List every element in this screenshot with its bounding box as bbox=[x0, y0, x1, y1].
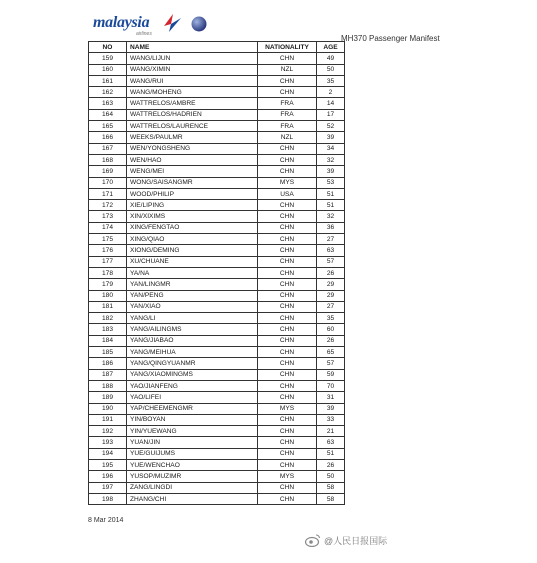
passenger-age: 57 bbox=[317, 358, 345, 369]
passenger-name: XIN/XIXIMS bbox=[127, 211, 258, 222]
passenger-name: YA/NA bbox=[127, 267, 258, 278]
airline-logo-text: malaysia bbox=[93, 14, 150, 31]
row-no: 189 bbox=[89, 392, 127, 403]
row-no: 167 bbox=[89, 143, 127, 154]
passenger-nationality: CHN bbox=[258, 493, 317, 504]
passenger-name: YIN/YUEWANG bbox=[127, 426, 258, 437]
table-row bbox=[89, 279, 345, 290]
passenger-nationality: CHN bbox=[258, 267, 317, 278]
passenger-nationality: NZL bbox=[258, 132, 317, 143]
passenger-nationality: CHN bbox=[258, 482, 317, 493]
row-no: 168 bbox=[89, 154, 127, 165]
passenger-nationality: CHN bbox=[258, 75, 317, 86]
passenger-name: XING/FENGTAO bbox=[127, 222, 258, 233]
passenger-name: YANG/JIABAO bbox=[127, 335, 258, 346]
table-row bbox=[89, 426, 345, 437]
passenger-age: 26 bbox=[317, 267, 345, 278]
passenger-nationality: CHN bbox=[258, 256, 317, 267]
passenger-name: YANG/MEIHUA bbox=[127, 347, 258, 358]
row-no: 196 bbox=[89, 471, 127, 482]
passenger-age: 50 bbox=[317, 471, 345, 482]
passenger-nationality: CHN bbox=[258, 279, 317, 290]
passenger-nationality: CHN bbox=[258, 358, 317, 369]
passenger-nationality: CHN bbox=[258, 437, 317, 448]
passenger-name: YANG/XIAOMINGMS bbox=[127, 369, 258, 380]
oneworld-globe-icon bbox=[191, 16, 207, 32]
passenger-age: 35 bbox=[317, 313, 345, 324]
table-row bbox=[89, 448, 345, 459]
passenger-nationality: NZL bbox=[258, 64, 317, 75]
passenger-name: YAO/JIANFENG bbox=[127, 380, 258, 391]
manifest-title: MH370 Passenger Manifest bbox=[341, 34, 440, 43]
passenger-nationality: CHN bbox=[258, 414, 317, 425]
table-row bbox=[89, 211, 345, 222]
passenger-name: YUE/GUIJUMS bbox=[127, 448, 258, 459]
row-no: 187 bbox=[89, 369, 127, 380]
row-no: 171 bbox=[89, 188, 127, 199]
passenger-nationality: FRA bbox=[258, 109, 317, 120]
passenger-name: WENG/MEI bbox=[127, 166, 258, 177]
passenger-name: ZHANG/CHI bbox=[127, 493, 258, 504]
passenger-age: 29 bbox=[317, 279, 345, 290]
passenger-age: 65 bbox=[317, 347, 345, 358]
passenger-nationality: CHN bbox=[258, 222, 317, 233]
row-no: 166 bbox=[89, 132, 127, 143]
table-row bbox=[89, 154, 345, 165]
row-no: 198 bbox=[89, 493, 127, 504]
table-row bbox=[89, 301, 345, 312]
row-no: 194 bbox=[89, 448, 127, 459]
passenger-name: YANG/AILINGMS bbox=[127, 324, 258, 335]
passenger-age: 60 bbox=[317, 324, 345, 335]
passenger-age: 17 bbox=[317, 109, 345, 120]
passenger-age: 63 bbox=[317, 245, 345, 256]
row-no: 197 bbox=[89, 482, 127, 493]
passenger-age: 31 bbox=[317, 392, 345, 403]
row-no: 173 bbox=[89, 211, 127, 222]
passenger-nationality: CHN bbox=[258, 335, 317, 346]
table-row bbox=[89, 324, 345, 335]
passenger-age: 52 bbox=[317, 121, 345, 132]
passenger-name: WANG/XIMIN bbox=[127, 64, 258, 75]
passenger-nationality: CHN bbox=[258, 380, 317, 391]
passenger-nationality: CHN bbox=[258, 313, 317, 324]
passenger-name: WEN/YONGSHENG bbox=[127, 143, 258, 154]
weibo-watermark bbox=[305, 530, 387, 550]
table-row bbox=[89, 313, 345, 324]
passenger-nationality: MYS bbox=[258, 471, 317, 482]
table-row bbox=[89, 98, 345, 109]
table-row bbox=[89, 53, 345, 64]
passenger-name: WATTRELOS/HADRIEN bbox=[127, 109, 258, 120]
table-row bbox=[89, 369, 345, 380]
table-row bbox=[89, 290, 345, 301]
passenger-age: 51 bbox=[317, 188, 345, 199]
passenger-age: 21 bbox=[317, 426, 345, 437]
row-no: 176 bbox=[89, 245, 127, 256]
column-header-nationality: NATIONALITY bbox=[258, 42, 317, 53]
passenger-nationality: CHN bbox=[258, 324, 317, 335]
passenger-nationality: CHN bbox=[258, 392, 317, 403]
passenger-nationality: CHN bbox=[258, 459, 317, 470]
row-no: 179 bbox=[89, 279, 127, 290]
passenger-manifest-table bbox=[88, 41, 345, 505]
table-row bbox=[89, 188, 345, 199]
row-no: 195 bbox=[89, 459, 127, 470]
row-no: 165 bbox=[89, 121, 127, 132]
passenger-nationality: CHN bbox=[258, 143, 317, 154]
passenger-name: WONG/SAISANGMR bbox=[127, 177, 258, 188]
passenger-nationality: CHN bbox=[258, 166, 317, 177]
passenger-age: 39 bbox=[317, 403, 345, 414]
airline-logo-subtext: airlines bbox=[136, 31, 152, 37]
passenger-age: 32 bbox=[317, 154, 345, 165]
passenger-age: 57 bbox=[317, 256, 345, 267]
table-row bbox=[89, 459, 345, 470]
malaysia-airlines-kite-icon bbox=[161, 12, 183, 34]
table-row bbox=[89, 222, 345, 233]
passenger-age: 27 bbox=[317, 301, 345, 312]
row-no: 191 bbox=[89, 414, 127, 425]
row-no: 160 bbox=[89, 64, 127, 75]
table-row bbox=[89, 347, 345, 358]
passenger-age: 26 bbox=[317, 335, 345, 346]
passenger-nationality: CHN bbox=[258, 234, 317, 245]
passenger-age: 39 bbox=[317, 132, 345, 143]
row-no: 188 bbox=[89, 380, 127, 391]
table-body bbox=[89, 53, 345, 505]
row-no: 183 bbox=[89, 324, 127, 335]
table-row bbox=[89, 493, 345, 504]
passenger-age: 34 bbox=[317, 143, 345, 154]
row-no: 161 bbox=[89, 75, 127, 86]
watermark-text: @人民日报国际 bbox=[324, 535, 388, 546]
passenger-nationality: CHN bbox=[258, 211, 317, 222]
passenger-nationality: CHN bbox=[258, 369, 317, 380]
table-row bbox=[89, 109, 345, 120]
passenger-age: 39 bbox=[317, 166, 345, 177]
passenger-name: XIE/LIPING bbox=[127, 200, 258, 211]
passenger-age: 53 bbox=[317, 177, 345, 188]
row-no: 181 bbox=[89, 301, 127, 312]
passenger-age: 32 bbox=[317, 211, 345, 222]
passenger-name: YAN/XIAO bbox=[127, 301, 258, 312]
column-header-age: AGE bbox=[317, 42, 345, 53]
passenger-age: 27 bbox=[317, 234, 345, 245]
row-no: 162 bbox=[89, 87, 127, 98]
row-no: 190 bbox=[89, 403, 127, 414]
passenger-nationality: USA bbox=[258, 188, 317, 199]
passenger-name: YAP/CHEEMENGMR bbox=[127, 403, 258, 414]
passenger-age: 29 bbox=[317, 290, 345, 301]
row-no: 180 bbox=[89, 290, 127, 301]
passenger-age: 59 bbox=[317, 369, 345, 380]
passenger-age: 58 bbox=[317, 482, 345, 493]
passenger-age: 33 bbox=[317, 414, 345, 425]
passenger-name: WEN/HAO bbox=[127, 154, 258, 165]
row-no: 186 bbox=[89, 358, 127, 369]
header bbox=[93, 6, 233, 40]
passenger-nationality: FRA bbox=[258, 98, 317, 109]
passenger-name: WEEKS/PAULMR bbox=[127, 132, 258, 143]
table-row bbox=[89, 256, 345, 267]
passenger-nationality: CHN bbox=[258, 347, 317, 358]
passenger-age: 36 bbox=[317, 222, 345, 233]
passenger-name: XIONG/DEMING bbox=[127, 245, 258, 256]
table-header-row bbox=[89, 42, 345, 53]
passenger-name: WANG/LIJUN bbox=[127, 53, 258, 64]
table-row bbox=[89, 335, 345, 346]
passenger-name: YIN/BOYAN bbox=[127, 414, 258, 425]
passenger-name: XING/QIAO bbox=[127, 234, 258, 245]
row-no: 172 bbox=[89, 200, 127, 211]
passenger-age: 51 bbox=[317, 200, 345, 211]
passenger-name: WOOD/PHILIP bbox=[127, 188, 258, 199]
passenger-nationality: CHN bbox=[258, 154, 317, 165]
table-row bbox=[89, 75, 345, 86]
table-row bbox=[89, 267, 345, 278]
row-no: 192 bbox=[89, 426, 127, 437]
table-row bbox=[89, 245, 345, 256]
table-row bbox=[89, 482, 345, 493]
passenger-nationality: MYS bbox=[258, 177, 317, 188]
row-no: 178 bbox=[89, 267, 127, 278]
passenger-name: WANG/MOHENG bbox=[127, 87, 258, 98]
table-row bbox=[89, 132, 345, 143]
table-row bbox=[89, 87, 345, 98]
passenger-nationality: CHN bbox=[258, 426, 317, 437]
passenger-nationality: CHN bbox=[258, 87, 317, 98]
passenger-name: YUE/WENCHAO bbox=[127, 459, 258, 470]
table-row bbox=[89, 380, 345, 391]
table-row bbox=[89, 471, 345, 482]
passenger-name: XU/CHUANE bbox=[127, 256, 258, 267]
table-row bbox=[89, 358, 345, 369]
passenger-age: 50 bbox=[317, 64, 345, 75]
passenger-age: 2 bbox=[317, 87, 345, 98]
row-no: 164 bbox=[89, 109, 127, 120]
passenger-nationality: CHN bbox=[258, 290, 317, 301]
passenger-age: 26 bbox=[317, 459, 345, 470]
table-row bbox=[89, 143, 345, 154]
passenger-nationality: CHN bbox=[258, 245, 317, 256]
weibo-icon bbox=[305, 533, 321, 547]
passenger-name: YANG/LI bbox=[127, 313, 258, 324]
passenger-age: 58 bbox=[317, 493, 345, 504]
row-no: 185 bbox=[89, 347, 127, 358]
table-row bbox=[89, 177, 345, 188]
passenger-age: 51 bbox=[317, 448, 345, 459]
table-row bbox=[89, 200, 345, 211]
passenger-nationality: CHN bbox=[258, 200, 317, 211]
row-no: 163 bbox=[89, 98, 127, 109]
table-row bbox=[89, 403, 345, 414]
table-row bbox=[89, 437, 345, 448]
row-no: 175 bbox=[89, 234, 127, 245]
table-row bbox=[89, 414, 345, 425]
row-no: 193 bbox=[89, 437, 127, 448]
passenger-name: WATTRELOS/AMBRE bbox=[127, 98, 258, 109]
passenger-age: 35 bbox=[317, 75, 345, 86]
passenger-nationality: CHN bbox=[258, 53, 317, 64]
passenger-name: YAN/LINGMR bbox=[127, 279, 258, 290]
passenger-age: 49 bbox=[317, 53, 345, 64]
row-no: 159 bbox=[89, 53, 127, 64]
passenger-name: YANG/QINGYUANMR bbox=[127, 358, 258, 369]
passenger-age: 63 bbox=[317, 437, 345, 448]
passenger-nationality: MYS bbox=[258, 403, 317, 414]
document-date: 8 Mar 2014 bbox=[88, 517, 124, 524]
table-row bbox=[89, 392, 345, 403]
table-row bbox=[89, 234, 345, 245]
row-no: 174 bbox=[89, 222, 127, 233]
row-no: 170 bbox=[89, 177, 127, 188]
passenger-name: YAN/PENG bbox=[127, 290, 258, 301]
passenger-name: YUSOP/MUZIMR bbox=[127, 471, 258, 482]
passenger-age: 70 bbox=[317, 380, 345, 391]
row-no: 182 bbox=[89, 313, 127, 324]
passenger-name: WANG/RUI bbox=[127, 75, 258, 86]
passenger-nationality: FRA bbox=[258, 121, 317, 132]
passenger-name: YUAN/JIN bbox=[127, 437, 258, 448]
table-row bbox=[89, 166, 345, 177]
passenger-nationality: CHN bbox=[258, 448, 317, 459]
row-no: 169 bbox=[89, 166, 127, 177]
table-row bbox=[89, 121, 345, 132]
passenger-name: ZANG/LINGDI bbox=[127, 482, 258, 493]
passenger-name: YAO/LIFEI bbox=[127, 392, 258, 403]
row-no: 177 bbox=[89, 256, 127, 267]
column-header-no: NO bbox=[89, 42, 127, 53]
table-row bbox=[89, 64, 345, 75]
passenger-nationality: CHN bbox=[258, 301, 317, 312]
passenger-name: WATTRELOS/LAURENCE bbox=[127, 121, 258, 132]
passenger-age: 14 bbox=[317, 98, 345, 109]
row-no: 184 bbox=[89, 335, 127, 346]
column-header-name: NAME bbox=[127, 42, 258, 53]
